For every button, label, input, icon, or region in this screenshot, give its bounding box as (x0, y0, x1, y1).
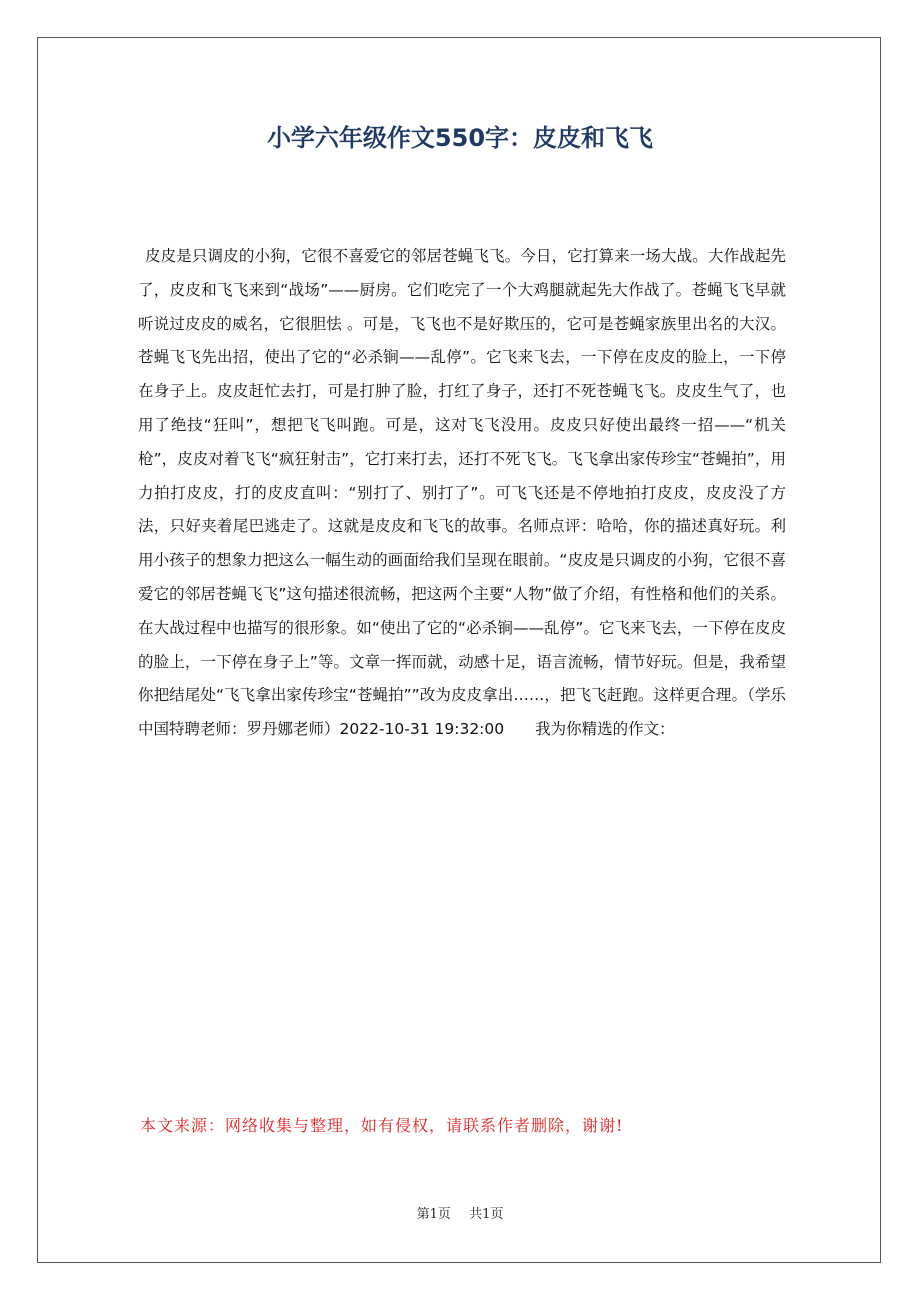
page-number: 第1页 (416, 1207, 451, 1222)
page-footer (0, 1205, 920, 1225)
page-total: 共1页 (469, 1207, 504, 1222)
essay-body: 皮皮是只调皮的小狗，它很不喜爱它的邻居苍蝇飞飞。今日，它打算来一场大战。大作战起先了，皮皮和飞飞来到“战场”——厨房。它们吃完了一个大鸡腿就起先大作战了。苍蝇飞飞早就听说过皮皮的威名，它很胆怯 。可是，飞飞也不是好欺压的，它可是苍蝇家族里出名的大汉。苍蝇飞飞先出招，使出了它的“必杀锏——乱停”。它飞来飞去，一下停在皮皮的脸上，一下停在身子上。皮皮赶忙去打，可是打肿了脸，打红了身子，还打不死苍蝇飞飞。皮皮生气了，也用了绝技“狂叫”，想把飞飞叫跑。可是，这对飞飞没用。皮皮只好使出最终一招——“机关枪”，皮皮对着飞飞“疯狂射击”，它打来打去，还打不死飞飞。飞飞拿出家传珍宝“苍蝇拍”，用力拍打皮皮，打的皮皮直叫：“别打了、别打了”。可飞飞还是不停地拍打皮皮，皮皮没了方法，只好夹着尾巴逃走了。这就是皮皮和飞飞的故事。名师点评：哈哈，你的描述真好玩。利用小孩子的想象力把这么一幅生动的画面给我们呈现在眼前。“皮皮是只调皮的小狗，它很不喜爱它的邻居苍蝇飞飞”这句描述很流畅，把这两个主要“人物”做了介绍，有性格和他们的关系。在大战过程中也描写的很形象。如“使出了它的“必杀锏——乱停”。它飞来飞去，一下停在皮皮的脸上，一下停在身子上”等。文章一挥而就，动感十足，语言流畅，情节好玩。但是，我希望你把结尾处“飞飞拿出家传珍宝“苍蝇拍””改为皮皮拿出……，把飞飞赶跑。这样更合理。（学乐中国特聘老师：罗丹娜老师）2022-10-31 19:32:00 我为你精选的作文： (138, 247, 786, 739)
document-title: 小学六年级作文550字：皮皮和飞飞 (266, 124, 654, 152)
source-disclaimer: 本文来源：网络收集与整理，如有侵权，请联系作者删除，谢谢! (140, 1116, 624, 1135)
